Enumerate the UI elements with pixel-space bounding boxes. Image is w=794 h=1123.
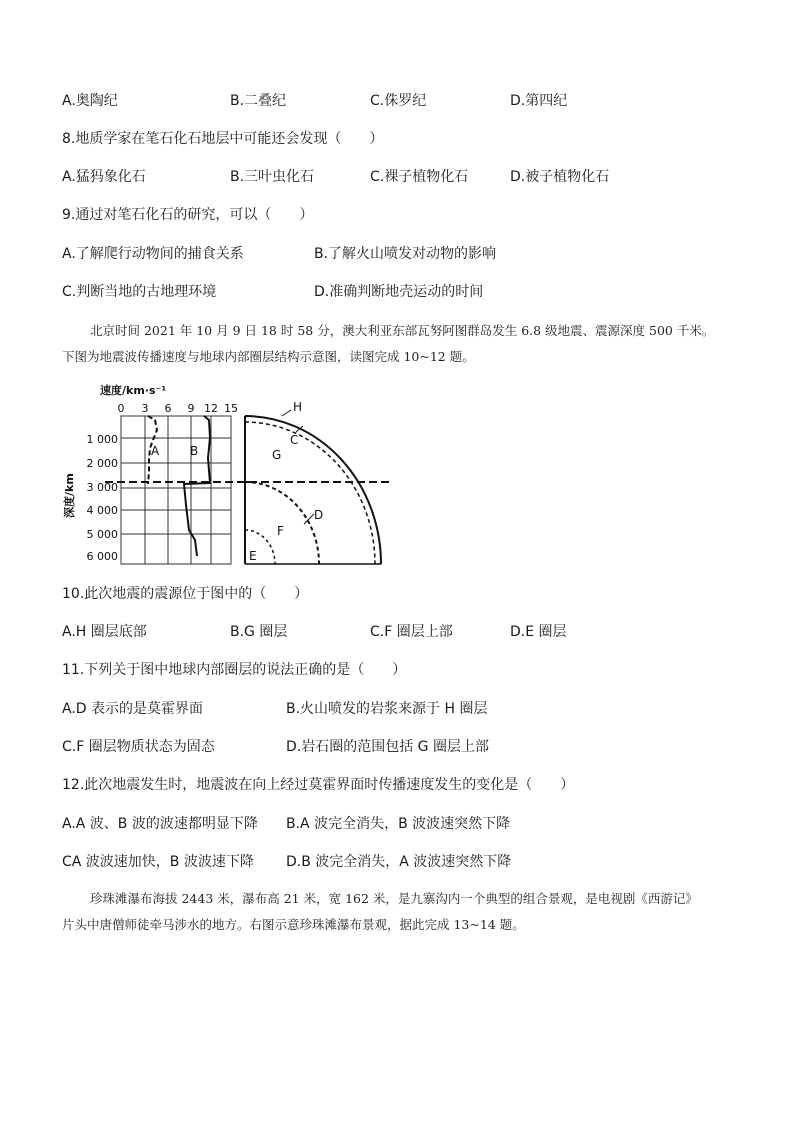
- passage-earthquake: [62, 318, 738, 370]
- y-tick: 6 000: [86, 550, 118, 563]
- x-tick: 9: [187, 402, 195, 415]
- x-tick: 3: [141, 402, 149, 415]
- y-tick: 5 000: [86, 528, 118, 541]
- figure-axis-title: 速度/km·s⁻¹: [100, 384, 167, 397]
- y-tick: 2 000: [86, 457, 118, 470]
- q10-option-a: A.H 圈层底部: [62, 624, 147, 640]
- q9-stem: 9.通过对笔石化石的研究，可以（ ）: [62, 207, 314, 223]
- passage-waterfall-line1: 珍珠滩瀑布海拔 2443 米，瀑布高 21 米，宽 162 米，是九寨沟内一个典型的组合景观，是电视剧《西游记》: [90, 891, 698, 906]
- moho-arc: [245, 422, 375, 564]
- x-tick: 6: [164, 402, 172, 415]
- y-axis-label: 深度/km: [63, 473, 76, 518]
- passage-earthquake-line1: 北京时间 2021 年 10 月 9 日 18 时 58 分，澳大利亚东部瓦努阿图群岛发生 6.8 级地震、震源深度 500 千米。: [90, 323, 715, 338]
- q11-option-c: C.F 圈层物质状态为固态: [62, 739, 215, 755]
- layer-label-f: F: [277, 524, 284, 538]
- x-tick: 15: [224, 402, 238, 415]
- q9-option-b: B.了解火山喷发对动物的影响: [314, 246, 497, 262]
- q8-option-c: C.裸子植物化石: [370, 169, 469, 185]
- x-tick: 0: [117, 402, 125, 415]
- q7-option-b: B.二叠纪: [230, 93, 287, 109]
- q10-stem: 10.此次地震的震源位于图中的（ ）: [62, 586, 309, 602]
- layer-label-h: H: [293, 400, 303, 414]
- earth-surface-arc: [245, 416, 381, 564]
- y-tick: 1 000: [86, 433, 118, 446]
- q8-option-d: D.被子植物化石: [510, 169, 610, 185]
- q8-option-a: A.猛犸象化石: [62, 169, 146, 185]
- curve-label-a: A: [151, 444, 160, 458]
- grid: [121, 416, 231, 564]
- q11-option-b: B.火山喷发的岩浆来源于 H 圈层: [286, 701, 488, 717]
- curve-label-b: B: [190, 444, 199, 458]
- q9-option-d: D.准确判断地壳运动的时间: [314, 284, 484, 300]
- y-tick: 4 000: [86, 504, 118, 517]
- q12-option-b: B.A 波完全消失，B 波波速突然下降: [286, 816, 511, 832]
- x-tick-labels: [118, 402, 239, 415]
- q11-stem: 11.下列关于图中地球内部圈层的说法正确的是（ ）: [62, 662, 407, 678]
- y-tick: 3 000: [86, 481, 118, 494]
- q9-option-a: A.了解爬行动物间的捕食关系: [62, 246, 244, 262]
- q12-option-c: CA 波波速加快，B 波波速下降: [62, 854, 254, 870]
- layer-label-d: D: [314, 508, 324, 522]
- q12-option-a: A.A 波、B 波的波速都明显下降: [62, 816, 258, 832]
- q12-option-d: D.B 波完全消失，A 波波速突然下降: [286, 854, 512, 870]
- y-tick-labels: [87, 433, 119, 563]
- q8-stem: 8.地质学家在笔石化石地层中可能还会发现（ ）: [62, 131, 384, 147]
- q7-option-d: D.第四纪: [510, 93, 568, 109]
- q8-option-b: B.三叶虫化石: [230, 169, 315, 185]
- wave-b-curve: [184, 416, 210, 556]
- q9-option-c: C.判断当地的古地理环境: [62, 284, 217, 300]
- q10-option-c: C.F 圈层上部: [370, 624, 453, 640]
- leader-h: [282, 410, 291, 416]
- passage-waterfall-line2: 片头中唐僧师徒牵马涉水的地方。右图示意珍珠滩瀑布景观，据此完成 13~14 题。: [62, 917, 525, 932]
- x-tick: 12: [204, 402, 218, 415]
- q11-option-d: D.岩石圈的范围包括 G 圈层上部: [286, 739, 489, 755]
- layer-label-g: G: [272, 448, 282, 462]
- layer-label-c: C: [290, 433, 299, 447]
- q11-option-a: A.D 表示的是莫霍界面: [62, 701, 204, 717]
- q12-stem: 12.此次地震发生时，地震波在向上经过莫霍界面时传播速度发生的变化是（ ）: [62, 777, 575, 793]
- seismic-wave-figure: [60, 380, 390, 570]
- layer-label-e: E: [249, 549, 257, 563]
- q7-option-c: C.侏罗纪: [370, 93, 427, 109]
- passage-earthquake-line2: 下图为地震波传播速度与地球内部圈层结构示意图，读图完成 10~12 题。: [62, 349, 475, 364]
- q7-option-a: A.奥陶纪: [62, 93, 118, 109]
- passage-waterfall: [62, 886, 738, 938]
- q10-option-d: D.E 圈层: [510, 624, 567, 640]
- q10-option-b: B.G 圈层: [230, 624, 288, 640]
